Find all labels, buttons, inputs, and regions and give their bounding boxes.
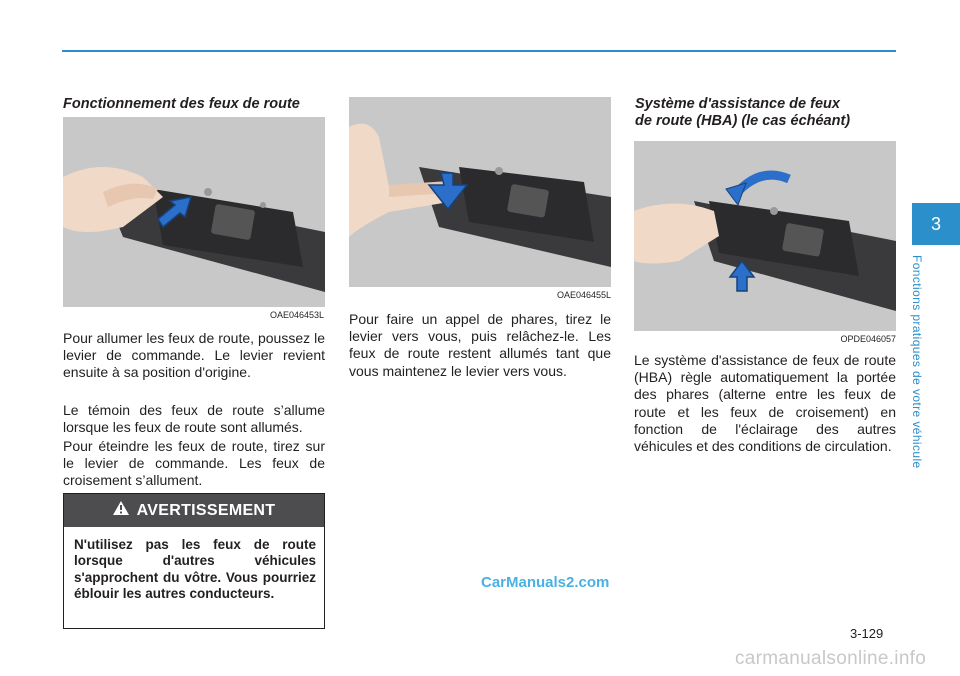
chapter-title-text: Fonctions pratiques de votre véhicule <box>910 255 924 469</box>
figure-code-2: OAE046455L <box>556 290 611 300</box>
warning-box <box>63 493 325 629</box>
paragraph-5: Le système d'assistance de feux de route (HBA) règle automatiquement la portée des phares (alterne entre les feux de route et les feux de croisement) en fonction de l'éclairage des autres véhicules et des conditions de circulation. <box>634 352 896 455</box>
figure-flash-to-pass <box>349 97 611 287</box>
paragraph-3: Pour éteindre les feux de route, tirez sur le levier de commande. Les feux de croisement s’allument. <box>63 438 325 489</box>
section-title-hba-line1: Système d'assistance de feux <box>635 96 840 112</box>
watermark-carmanuals2[interactable]: CarManuals2.com <box>481 574 610 591</box>
warning-text: N'utilisez pas les feux de route lorsque d'autres véhicules s'approchent du vôtre. Vous pourriez éblouir les autres conducteurs. <box>74 537 316 601</box>
section-title-hba-line2: de route (HBA) (le cas échéant) <box>635 113 851 129</box>
figure-code-1: OAE046453L <box>269 310 324 320</box>
chapter-tab: 3 <box>912 203 960 245</box>
warning-header <box>64 494 324 527</box>
paragraph-2: Le témoin des feux de route s’allume lorsque les feux de route sont allumés. <box>63 402 325 436</box>
page-number: 3-129 <box>850 626 884 641</box>
figure-hba <box>634 141 896 331</box>
warning-title: AVERTISSEMENT <box>136 501 276 519</box>
chapter-title <box>910 255 942 505</box>
header-rule <box>62 50 896 52</box>
figure-high-beam-push <box>63 117 325 307</box>
paragraph-1: Pour allumer les feux de route, poussez le levier de commande. Le levier revient ensuite à sa position d'origine. <box>63 330 325 381</box>
watermark-carmanualsonline[interactable]: carmanualsonline.info <box>735 648 927 669</box>
section-title-high-beam: Fonctionnement des feux de route <box>63 96 300 112</box>
warning-triangle-icon <box>113 501 129 520</box>
paragraph-4: Pour faire un appel de phares, tirez le levier vers vous, puis relâchez-le. Les feux de route restent allumés tant que vous maintenez le levier vers vous. <box>349 311 611 379</box>
figure-code-3: OPDE046057 <box>840 334 896 344</box>
